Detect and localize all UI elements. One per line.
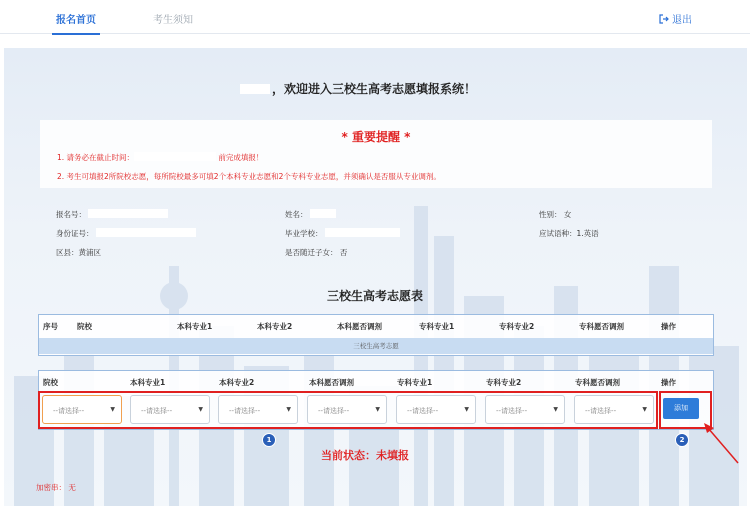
chevron-down-icon: ▼ <box>286 406 291 413</box>
bachelor-adjust-select[interactable] <box>307 395 387 424</box>
chevron-down-icon: ▼ <box>464 406 469 413</box>
logout-icon <box>659 14 669 24</box>
bachelor-1-select[interactable] <box>130 395 210 424</box>
col-junior-2: 专科专业2 <box>486 378 522 387</box>
notice-deadline-prefix: 1. 请务必在截止时间： <box>57 153 135 162</box>
select-value: --请选择-- <box>53 407 85 415</box>
col-school: 院校 <box>43 378 58 387</box>
table-title: 三校生高考志愿表 <box>326 289 423 303</box>
district-field: 区县：黄浦区 <box>56 248 101 257</box>
junior-2-select[interactable] <box>485 395 565 424</box>
name-field <box>285 209 336 220</box>
col-action: 操作 <box>661 322 676 331</box>
col-index: 序号 <box>43 322 58 331</box>
entry-table-header <box>39 371 713 393</box>
select-value: --请选择-- <box>229 407 261 415</box>
top-nav <box>0 0 750 34</box>
junior-1-select[interactable] <box>396 395 476 424</box>
arrow-annotation-icon <box>700 418 745 468</box>
encryption-string: 加密串： 无 <box>36 483 76 492</box>
col-junior-1: 专科专业1 <box>419 322 455 331</box>
junior-adjust-select[interactable] <box>574 395 654 424</box>
chevron-down-icon: ▼ <box>375 406 380 413</box>
col-junior-2: 专科专业2 <box>499 322 535 331</box>
school-label: 毕业学校： <box>285 229 323 238</box>
migrant-field: 是否随迁子女： 否 <box>285 248 348 257</box>
notice-deadline-suffix: 前完成填报！ <box>218 153 264 162</box>
gender-field: 性别： 女 <box>539 210 572 219</box>
submitted-table-caption: 三校生高考志愿 <box>39 338 713 354</box>
select-value: --请选择-- <box>407 407 439 415</box>
reg-no-field <box>56 209 168 220</box>
col-bachelor-adjust: 本科愿否调剂 <box>309 378 354 387</box>
select-value: --请选择-- <box>318 407 350 415</box>
redacted-id <box>96 228 196 237</box>
col-junior-adjust: 专科愿否调剂 <box>575 378 620 387</box>
welcome-text: ，欢迎进入三校生高考志愿填报系统！ <box>272 82 477 96</box>
redacted-deadline <box>134 152 216 161</box>
reg-no-label: 报名号： <box>56 210 86 219</box>
col-school: 院校 <box>77 322 92 331</box>
bachelor-2-select[interactable] <box>218 395 298 424</box>
school-select[interactable] <box>42 395 122 424</box>
select-value: --请选择-- <box>141 407 173 415</box>
important-notice <box>40 120 712 188</box>
school-field <box>285 228 400 239</box>
add-button[interactable]: 添加 <box>663 398 699 419</box>
col-bachelor-2: 本科专业2 <box>219 378 255 387</box>
notice-title: * 重要提醒 * <box>341 130 411 144</box>
tab-instructions[interactable]: 考生须知 <box>153 15 193 26</box>
col-bachelor-1: 本科专业1 <box>177 322 213 331</box>
col-junior-1: 专科专业1 <box>397 378 433 387</box>
col-bachelor-2: 本科专业2 <box>257 322 293 331</box>
current-status: 当前状态：未填报 <box>321 449 409 462</box>
redacted-name-value <box>310 209 336 218</box>
submitted-table <box>38 314 714 356</box>
chevron-down-icon: ▼ <box>198 406 203 413</box>
col-bachelor-adjust: 本科愿否调剂 <box>337 322 382 331</box>
step-badge-2: 2 <box>675 433 689 447</box>
background-skyline <box>4 48 747 506</box>
select-value: --请选择-- <box>496 407 528 415</box>
select-value: --请选择-- <box>585 407 617 415</box>
col-junior-adjust: 专科愿否调剂 <box>579 322 624 331</box>
tab-home[interactable]: 报名首页 <box>56 11 96 26</box>
chevron-down-icon: ▼ <box>553 406 558 413</box>
name-label: 姓名： <box>285 210 308 219</box>
exam-language-field: 应试语种：1.英语 <box>539 229 599 238</box>
submitted-table-header <box>39 315 713 337</box>
redacted-reg-no <box>88 209 168 218</box>
col-bachelor-1: 本科专业1 <box>130 378 166 387</box>
id-field <box>56 228 196 239</box>
redacted-name <box>240 84 270 94</box>
notice-rules: 2. 考生可填报2所院校志愿，每所院校最多可填2个本科专业志愿和2个专科专业志愿，并须确认是否服从专业调剂。 <box>57 172 441 181</box>
chevron-down-icon: ▼ <box>110 406 115 413</box>
welcome-message <box>240 80 476 97</box>
notice-deadline <box>57 152 263 163</box>
step-badge-1: 1 <box>262 433 276 447</box>
logout-link[interactable] <box>659 11 692 26</box>
redacted-school <box>325 228 400 237</box>
id-label: 身份证号： <box>56 229 94 238</box>
col-action: 操作 <box>661 378 676 387</box>
chevron-down-icon: ▼ <box>642 406 647 413</box>
logout-label: 退出 <box>672 15 692 26</box>
